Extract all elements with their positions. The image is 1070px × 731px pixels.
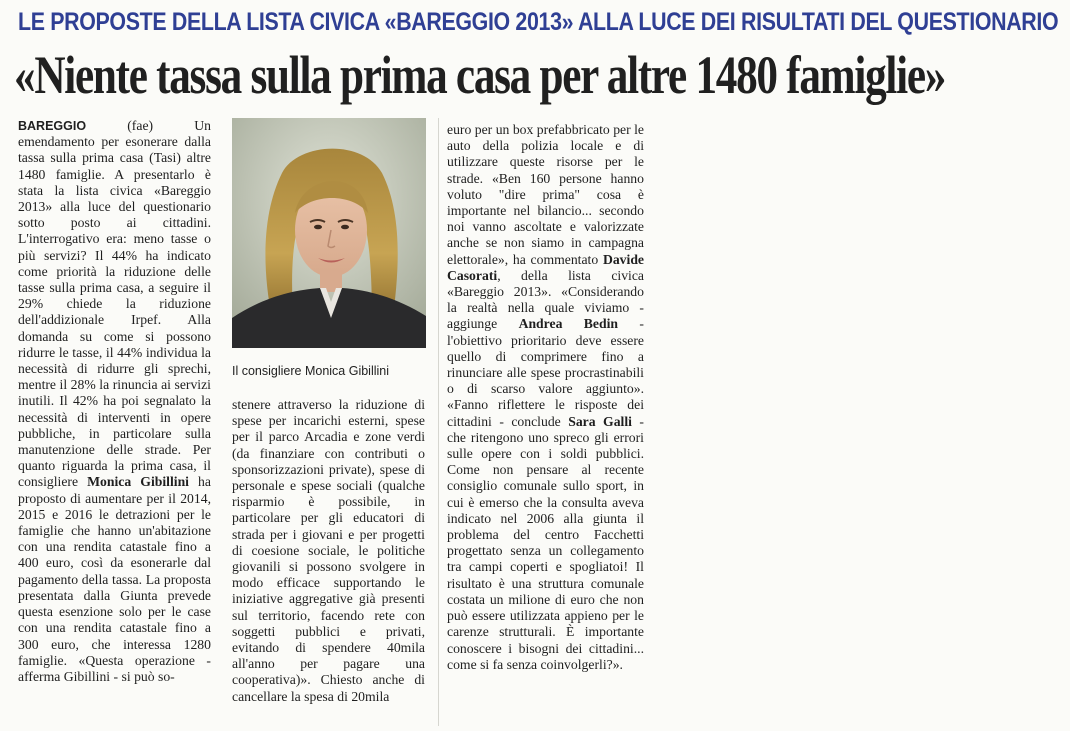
person-name-gibillini: Monica Gibillini [87, 474, 189, 490]
article-column-1 [18, 118, 211, 723]
person-name-casorati: Davide Casorati [447, 251, 644, 283]
column-3-text-3: - l'obiettivo prioritario deve essere quello di comprimere fino a rinunciare alle spese procrastinabili o di scarso valore aggiunto». «Fanno riflettere le risposte dei cittadini - conclude [447, 316, 644, 429]
article-column-3 [447, 122, 644, 727]
column-3-text-1: euro per un box prefabbricato per le auto della polizia locale e di utilizzare queste risorse per le strade. «Ben 160 persone hanno voluto "dire prima" cosa è importante nel bilancio... secondo noi vanno ascoltate e valorizzate anche se non siamo in campagna elettorale», ha commentato [447, 122, 644, 267]
portrait-illustration [232, 118, 426, 348]
column-1-text-a: (fae) Un emendamento per esonerare dalla tassa sulla prima casa (Tasi) altre 1480 famiglie. A presentarlo è stata la lista civica «Bareggio 2013» alla luce del questionario sotto posto ai cittadini. L'interrogativo era: meno tasse o più servizi? Il 44% ha indicato come priorità la riduzione delle tasse sulla prima casa, a seguire il 29% chiede la riduzione dell'addizionale Irpef. Alla domanda su come si possono ridurre le tasse, il 44% individua la necessità di ridurre gli sprechi, mentre il 28% la rinuncia ai servizi inutili. Il 42% ha poi segnalato la necessità di interventi in opere pubbliche, in particolare sulla manutenzione delle strade. Per quanto riguarda la prima casa, il consigliere [18, 118, 211, 490]
person-name-bedin: Andrea Bedin [518, 316, 619, 332]
column-2-paragraph: stenere attraverso la riduzione di spese per incarichi esterni, spese per il parco Arcadia e zone verdi (da finanziare con contributi o sponsorizzazioni private), spese di personale e spese sociali (qualche risparmio è possibile, in particolare per gli educatori di strada per i giovani e per progetti di coesione sociale, le politiche giovanili si possono svolgere in modo efficace supportando le iniziative aggregative già presenti sul territorio, facendo rete con soggetti pubblici e privati, evitando di spendere 40mila all'anno per pagare una cooperativa)». Chiesto anche di cancellare la spesa di 20mila [232, 397, 425, 704]
column-3-paragraph [447, 122, 644, 673]
photo-caption: Il consigliere Monica Gibillini [232, 364, 390, 378]
person-name-galli: Sara Galli [568, 413, 632, 429]
column-3-text-2: , della lista civica «Bareggio 2013». «Considerando la realtà nella quale viviamo - aggiunge [447, 267, 644, 332]
column-divider [438, 118, 439, 726]
dateline: BAREGGIO [18, 119, 87, 133]
article-column-2 [232, 397, 425, 723]
column-1-paragraph [18, 118, 211, 685]
column-3-text-4: - che ritengono uno spreco gli errori sulle opere con i soldi pubblici. Come non pensare al recente consiglio comunale sullo sport, in cui è emerso che la consulta aveva indicato nel 2006 alla giunta il problema del centro Facchetti progettato senza un collegamento tra campi coperti e spogliatoi! Il risultato è una struttura comunale costata un milione di euro che non può essere utilizzata appieno per le carenze strutturali. È importante conoscere i bisogni dei cittadini... come si fa senza coinvolgerli?». [447, 413, 644, 672]
article-kicker: LE PROPOSTE DELLA LISTA CIVICA «BAREGGIO 2013» ALLA LUCE DEI RISULTATI DEL QUESTIONARIO [18, 8, 1059, 36]
portrait-photo [232, 118, 426, 348]
column-1-text-b: ha proposto di aumentare per il 2014, 2015 e 2016 le detrazioni per le famiglie che hanno un'abitazione con una rendita catastale fino a 400 euro, così da esonerarle dal pagamento della tassa. La proposta presentata dalla Giunta prevede questa esenzione solo per le case con una rendita catastale fino a 300 euro, che interessa 1280 famiglie. «Questa operazione - afferma Gibillini - si può so- [18, 474, 211, 684]
article-headline: «Niente tassa sulla prima casa per altre 1480 famiglie» [14, 45, 946, 105]
